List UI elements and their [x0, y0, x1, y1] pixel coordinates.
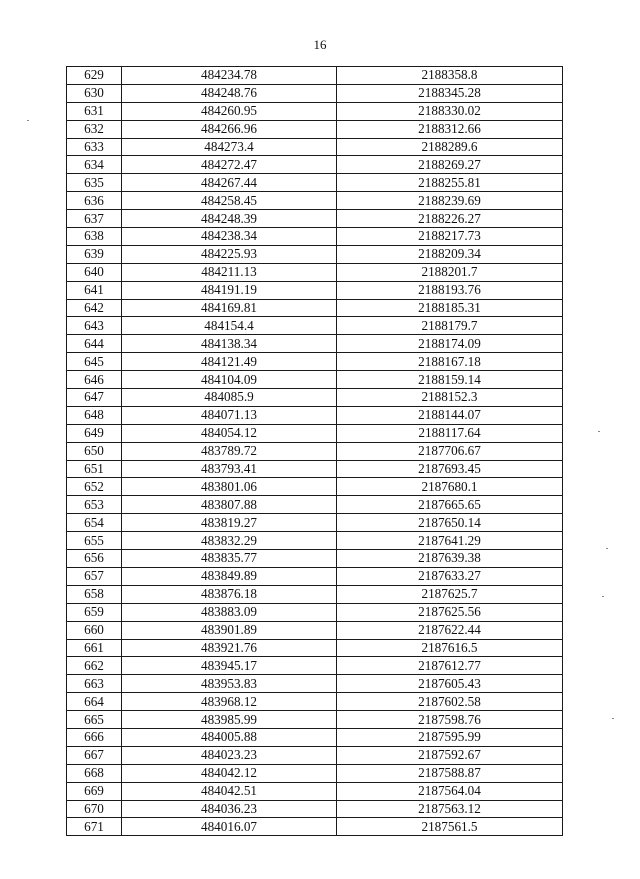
point-number-cell: 643 — [67, 317, 122, 335]
x-coordinate-cell: 483985.99 — [122, 711, 337, 729]
point-number-cell: 651 — [67, 460, 122, 478]
point-number-cell: 653 — [67, 496, 122, 514]
y-coordinate-cell: 2188209.34 — [337, 245, 563, 263]
point-number-cell: 665 — [67, 711, 122, 729]
y-coordinate-cell: 2188358.8 — [337, 67, 563, 85]
y-coordinate-cell: 2187602.58 — [337, 693, 563, 711]
point-number-cell: 644 — [67, 335, 122, 353]
y-coordinate-cell: 2188174.09 — [337, 335, 563, 353]
y-coordinate-cell: 2188185.31 — [337, 299, 563, 317]
table-row — [67, 192, 563, 210]
point-number-cell: 641 — [67, 281, 122, 299]
y-coordinate-cell: 2187588.87 — [337, 764, 563, 782]
table-row — [67, 228, 563, 246]
point-number-cell: 658 — [67, 585, 122, 603]
table-row — [67, 585, 563, 603]
point-number-cell: 662 — [67, 657, 122, 675]
table-row — [67, 711, 563, 729]
table-row — [67, 138, 563, 156]
table-row — [67, 67, 563, 85]
point-number-cell: 657 — [67, 567, 122, 585]
point-number-cell: 629 — [67, 67, 122, 85]
point-number-cell: 660 — [67, 621, 122, 639]
y-coordinate-cell: 2188289.6 — [337, 138, 563, 156]
scan-speck — [612, 718, 614, 719]
y-coordinate-cell: 2188255.81 — [337, 174, 563, 192]
table-row — [67, 389, 563, 407]
x-coordinate-cell: 484267.44 — [122, 174, 337, 192]
table-row — [67, 281, 563, 299]
table-row — [67, 532, 563, 550]
table-row — [67, 782, 563, 800]
point-number-cell: 654 — [67, 514, 122, 532]
y-coordinate-cell: 2188226.27 — [337, 210, 563, 228]
y-coordinate-cell: 2187706.67 — [337, 442, 563, 460]
point-number-cell: 663 — [67, 675, 122, 693]
point-number-cell: 632 — [67, 120, 122, 138]
x-coordinate-cell: 484042.12 — [122, 764, 337, 782]
point-number-cell: 633 — [67, 138, 122, 156]
table-row — [67, 603, 563, 621]
table-row — [67, 496, 563, 514]
y-coordinate-cell: 2188167.18 — [337, 353, 563, 371]
y-coordinate-cell: 2187639.38 — [337, 550, 563, 568]
y-coordinate-cell: 2187665.65 — [337, 496, 563, 514]
x-coordinate-cell: 483921.76 — [122, 639, 337, 657]
table-row — [67, 442, 563, 460]
table-row — [67, 102, 563, 120]
scan-speck — [606, 548, 608, 549]
x-coordinate-cell: 484023.23 — [122, 746, 337, 764]
x-coordinate-cell: 483789.72 — [122, 442, 337, 460]
point-number-cell: 666 — [67, 728, 122, 746]
point-number-cell: 634 — [67, 156, 122, 174]
point-number-cell: 670 — [67, 800, 122, 818]
scan-speck — [598, 431, 600, 432]
y-coordinate-cell: 2188193.76 — [337, 281, 563, 299]
x-coordinate-cell: 483883.09 — [122, 603, 337, 621]
table-row — [67, 424, 563, 442]
x-coordinate-cell: 484104.09 — [122, 371, 337, 389]
y-coordinate-cell: 2187622.44 — [337, 621, 563, 639]
x-coordinate-cell: 483945.17 — [122, 657, 337, 675]
table-row — [67, 567, 563, 585]
x-coordinate-cell: 484016.07 — [122, 818, 337, 836]
x-coordinate-cell: 484085.9 — [122, 389, 337, 407]
table-row — [67, 353, 563, 371]
x-coordinate-cell: 484238.34 — [122, 228, 337, 246]
scan-speck — [27, 120, 29, 121]
x-coordinate-cell: 483832.29 — [122, 532, 337, 550]
y-coordinate-cell: 2188117.64 — [337, 424, 563, 442]
point-number-cell: 671 — [67, 818, 122, 836]
y-coordinate-cell: 2187693.45 — [337, 460, 563, 478]
point-number-cell: 636 — [67, 192, 122, 210]
x-coordinate-cell: 483819.27 — [122, 514, 337, 532]
x-coordinate-cell: 484036.23 — [122, 800, 337, 818]
x-coordinate-cell: 484071.13 — [122, 406, 337, 424]
point-number-cell: 668 — [67, 764, 122, 782]
x-coordinate-cell: 484054.12 — [122, 424, 337, 442]
point-number-cell: 649 — [67, 424, 122, 442]
y-coordinate-cell: 2187633.27 — [337, 567, 563, 585]
point-number-cell: 630 — [67, 84, 122, 102]
table-row — [67, 621, 563, 639]
x-coordinate-cell: 483968.12 — [122, 693, 337, 711]
point-number-cell: 650 — [67, 442, 122, 460]
x-coordinate-cell: 484266.96 — [122, 120, 337, 138]
point-number-cell: 667 — [67, 746, 122, 764]
point-number-cell: 669 — [67, 782, 122, 800]
y-coordinate-cell: 2187605.43 — [337, 675, 563, 693]
x-coordinate-cell: 484248.39 — [122, 210, 337, 228]
y-coordinate-cell: 2188217.73 — [337, 228, 563, 246]
table-row — [67, 746, 563, 764]
x-coordinate-cell: 484005.88 — [122, 728, 337, 746]
table-row — [67, 818, 563, 836]
point-number-cell: 659 — [67, 603, 122, 621]
x-coordinate-cell: 484225.93 — [122, 245, 337, 263]
table-row — [67, 639, 563, 657]
table-row — [67, 156, 563, 174]
y-coordinate-cell: 2187561.5 — [337, 818, 563, 836]
y-coordinate-cell: 2187641.29 — [337, 532, 563, 550]
x-coordinate-cell: 484273.4 — [122, 138, 337, 156]
table-row — [67, 675, 563, 693]
point-number-cell: 648 — [67, 406, 122, 424]
y-coordinate-cell: 2188152.3 — [337, 389, 563, 407]
x-coordinate-cell: 484154.4 — [122, 317, 337, 335]
x-coordinate-cell: 484042.51 — [122, 782, 337, 800]
page-number: 16 — [313, 37, 327, 52]
x-coordinate-cell: 484248.76 — [122, 84, 337, 102]
y-coordinate-cell: 2187592.67 — [337, 746, 563, 764]
x-coordinate-cell: 484211.13 — [122, 263, 337, 281]
x-coordinate-cell: 484121.49 — [122, 353, 337, 371]
table-row — [67, 120, 563, 138]
x-coordinate-cell: 483793.41 — [122, 460, 337, 478]
coordinates-table-body — [67, 67, 563, 836]
table-row — [67, 728, 563, 746]
y-coordinate-cell: 2188201.7 — [337, 263, 563, 281]
x-coordinate-cell: 484260.95 — [122, 102, 337, 120]
scan-speck — [602, 596, 604, 597]
y-coordinate-cell: 2187563.12 — [337, 800, 563, 818]
y-coordinate-cell: 2188159.14 — [337, 371, 563, 389]
x-coordinate-cell: 483876.18 — [122, 585, 337, 603]
x-coordinate-cell: 484169.81 — [122, 299, 337, 317]
x-coordinate-cell: 484272.47 — [122, 156, 337, 174]
point-number-cell: 646 — [67, 371, 122, 389]
point-number-cell: 656 — [67, 550, 122, 568]
y-coordinate-cell: 2187598.76 — [337, 711, 563, 729]
table-row — [67, 514, 563, 532]
y-coordinate-cell: 2187595.99 — [337, 728, 563, 746]
point-number-cell: 638 — [67, 228, 122, 246]
y-coordinate-cell: 2187625.56 — [337, 603, 563, 621]
table-row — [67, 406, 563, 424]
point-number-cell: 631 — [67, 102, 122, 120]
x-coordinate-cell: 484138.34 — [122, 335, 337, 353]
point-number-cell: 642 — [67, 299, 122, 317]
table-row — [67, 460, 563, 478]
table-row — [67, 84, 563, 102]
y-coordinate-cell: 2187680.1 — [337, 478, 563, 496]
x-coordinate-cell: 483901.89 — [122, 621, 337, 639]
point-number-cell: 639 — [67, 245, 122, 263]
table-row — [67, 299, 563, 317]
table-row — [67, 800, 563, 818]
table-row — [67, 764, 563, 782]
y-coordinate-cell: 2187650.14 — [337, 514, 563, 532]
y-coordinate-cell: 2188269.27 — [337, 156, 563, 174]
table-row — [67, 263, 563, 281]
y-coordinate-cell: 2188330.02 — [337, 102, 563, 120]
table-row — [67, 245, 563, 263]
point-number-cell: 640 — [67, 263, 122, 281]
y-coordinate-cell: 2187612.77 — [337, 657, 563, 675]
table-row — [67, 210, 563, 228]
table-row — [67, 550, 563, 568]
y-coordinate-cell: 2187616.5 — [337, 639, 563, 657]
coordinates-table — [66, 66, 563, 836]
y-coordinate-cell: 2187564.04 — [337, 782, 563, 800]
point-number-cell: 635 — [67, 174, 122, 192]
point-number-cell: 661 — [67, 639, 122, 657]
point-number-cell: 652 — [67, 478, 122, 496]
point-number-cell: 637 — [67, 210, 122, 228]
y-coordinate-cell: 2188345.28 — [337, 84, 563, 102]
x-coordinate-cell: 483953.83 — [122, 675, 337, 693]
point-number-cell: 647 — [67, 389, 122, 407]
table-row — [67, 371, 563, 389]
y-coordinate-cell: 2188239.69 — [337, 192, 563, 210]
y-coordinate-cell: 2188312.66 — [337, 120, 563, 138]
table-row — [67, 174, 563, 192]
point-number-cell: 664 — [67, 693, 122, 711]
table-row — [67, 335, 563, 353]
x-coordinate-cell: 483807.88 — [122, 496, 337, 514]
x-coordinate-cell: 483849.89 — [122, 567, 337, 585]
table-row — [67, 693, 563, 711]
y-coordinate-cell: 2188144.07 — [337, 406, 563, 424]
table-row — [67, 478, 563, 496]
y-coordinate-cell: 2187625.7 — [337, 585, 563, 603]
y-coordinate-cell: 2188179.7 — [337, 317, 563, 335]
x-coordinate-cell: 483835.77 — [122, 550, 337, 568]
x-coordinate-cell: 483801.06 — [122, 478, 337, 496]
x-coordinate-cell: 484191.19 — [122, 281, 337, 299]
x-coordinate-cell: 484258.45 — [122, 192, 337, 210]
x-coordinate-cell: 484234.78 — [122, 67, 337, 85]
table-row — [67, 657, 563, 675]
point-number-cell: 655 — [67, 532, 122, 550]
table-row — [67, 317, 563, 335]
point-number-cell: 645 — [67, 353, 122, 371]
